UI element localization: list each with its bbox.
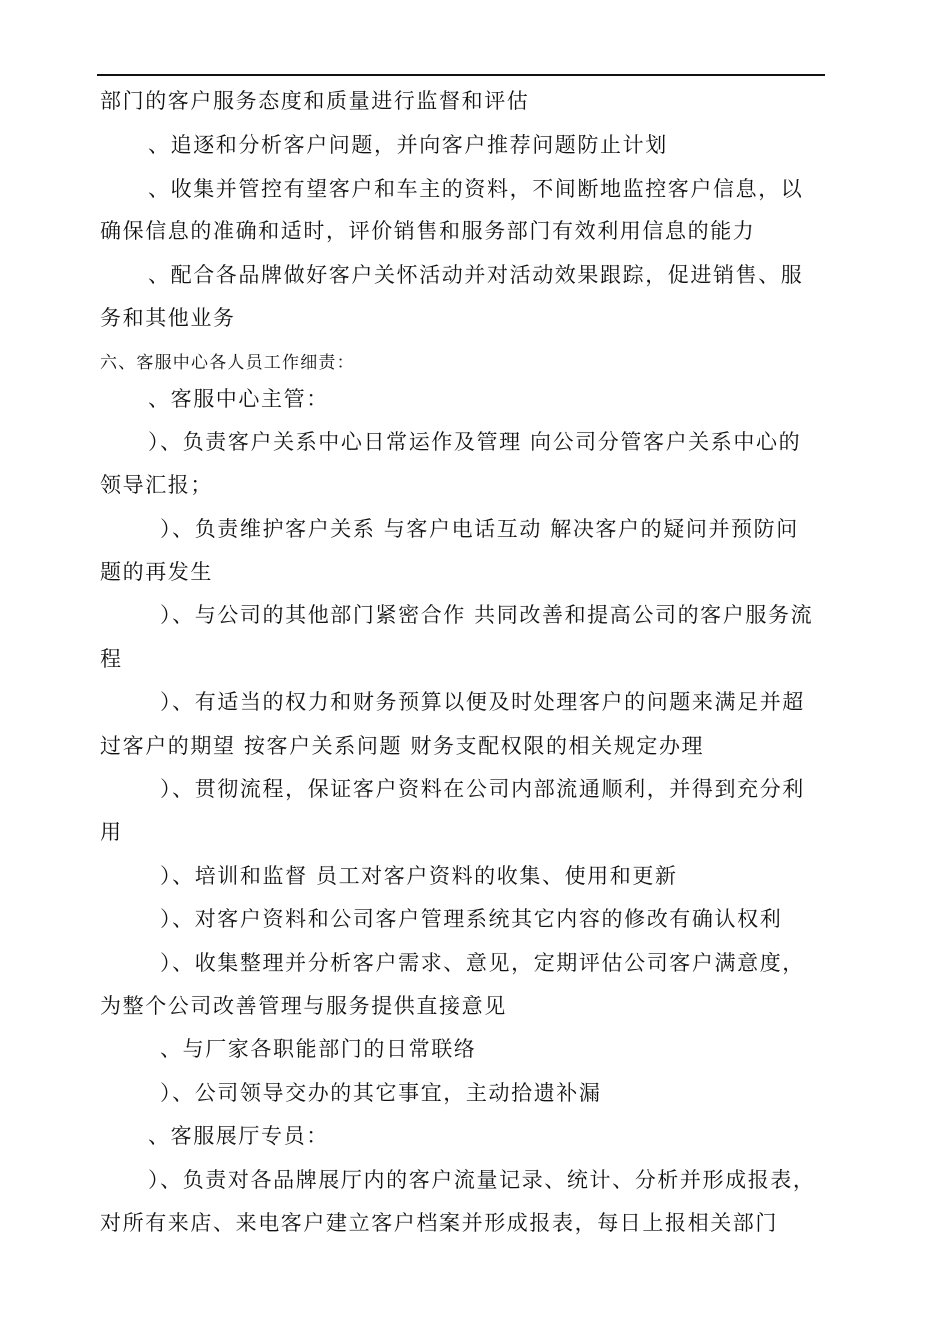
text-line-14: 程 [100,647,123,671]
text-line-4: 确保信息的准确和适时，评价销售和服务部门有效利用信息的能力 [100,219,756,243]
text-line-15: ）、有适当的权力和财务预算以便及时处理客户的问题来满足并超 [160,690,805,714]
text-line-19: ）、培训和监督 员工对客户资料的收集、使用和更新 [160,864,678,888]
text-line-9: ）、负责客户关系中心日常运作及管理 向公司分管客户关系中心的 [148,430,802,454]
text-line-18: 用 [100,820,123,844]
text-line-10: 领导汇报； [100,473,213,497]
text-line-5: 、配合各品牌做好客户关怀活动并对活动效果跟踪，促进销售、服 [148,263,804,287]
text-line-22: 为整个公司改善管理与服务提供直接意见 [100,994,507,1018]
text-line-20: ）、对客户资料和公司客户管理系统其它内容的修改有确认权利 [160,907,783,931]
text-line-1: 部门的客户服务态度和质量进行监督和评估 [100,89,530,113]
text-line-16: 过客户的期望 按客户关系问题 财务支配权限的相关规定办理 [100,734,705,758]
subheading-supervisor: 、客服中心主管： [148,387,329,411]
text-line-11: ）、负责维护客户关系 与客户电话互动 解决客户的疑问并预防问 [160,517,799,541]
text-line-26: ）、负责对各品牌展厅内的客户流量记录、统计、分析并形成报表， [148,1168,816,1192]
text-line-23: 、与厂家各职能部门的日常联络 [160,1037,477,1061]
text-line-13: ）、与公司的其他部门紧密合作 共同改善和提高公司的客户服务流 [160,603,814,627]
text-line-2: 、追逐和分析客户问题，并向客户推荐问题防止计划 [148,133,668,157]
header-rule [97,74,825,76]
text-line-6: 务和其他业务 [100,306,236,330]
subheading-showroom: 、客服展厅专员： [148,1124,329,1148]
text-line-17: ）、贯彻流程，保证客户资料在公司内部流通顺利，并得到充分利 [160,777,805,801]
text-line-3: 、收集并管控有望客户和车主的资料，不间断地监控客户信息，以 [148,177,804,201]
text-line-24: ）、公司领导交办的其它事宜，主动拾遗补漏 [160,1081,602,1105]
text-line-21: ）、收集整理并分析客户需求、意见，定期评估公司客户满意度， [160,951,805,975]
section-heading: 六、客服中心各人员工作细责： [100,353,355,373]
text-line-12: 题的再发生 [100,560,213,584]
text-line-27: 对所有来店、来电客户建立客户档案并形成报表，每日上报相关部门 [100,1211,778,1235]
